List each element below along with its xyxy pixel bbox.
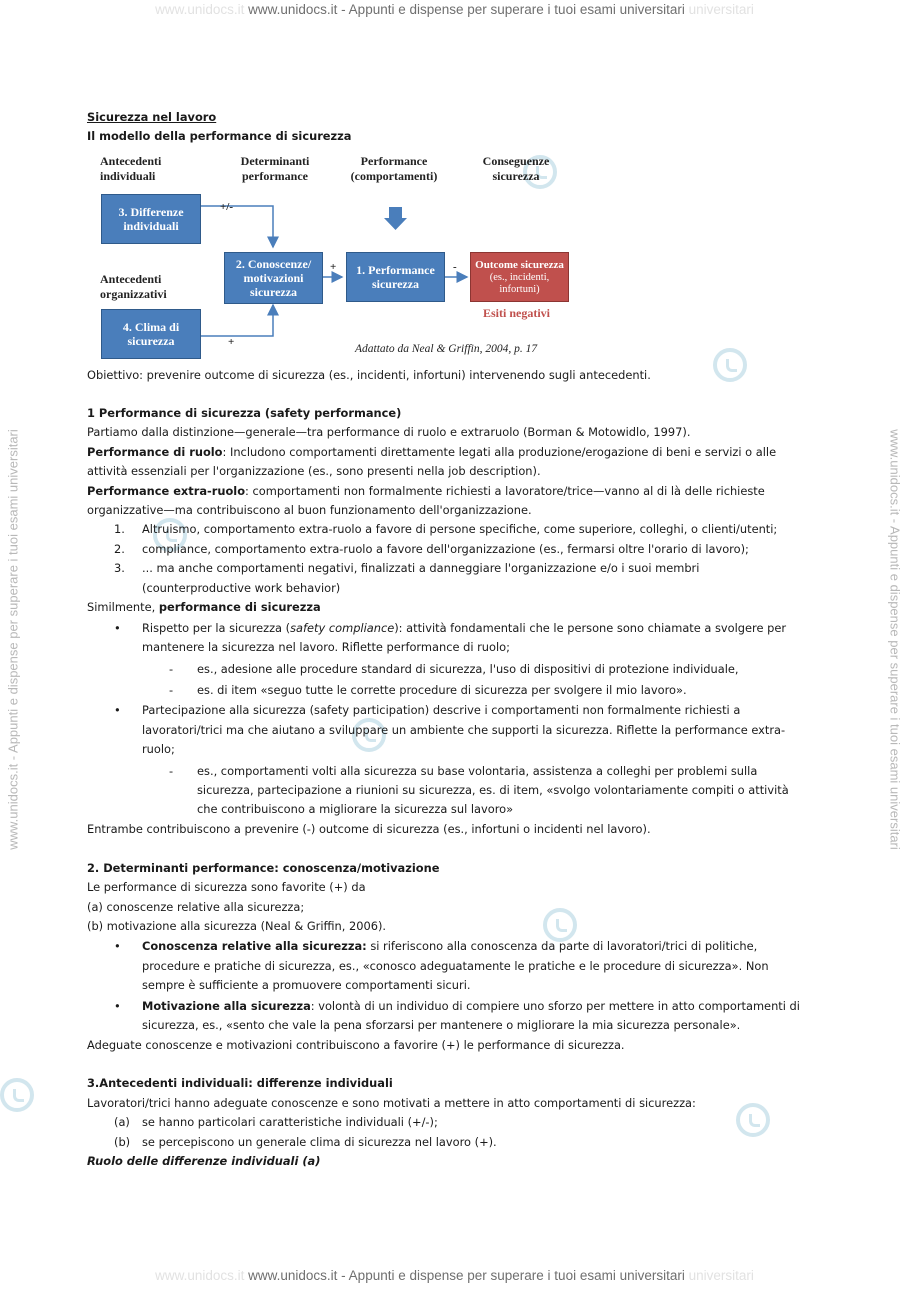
text: : Includono comportamenti direttamente legati alla produzione/erogazione di beni e servizi o alle	[222, 445, 777, 459]
list-item: compliance, comportamento extra-ruolo a favore dell'organizzazione (es., fermarsi oltre l'orario di lavoro);	[142, 542, 749, 556]
list-item: procedure e pratiche di sicurezza, es., «conosco adeguatamente le pratiche e le procedure di sicurezza». Non	[142, 959, 769, 973]
paragraph: Le performance di sicurezza sono favorite (+) da	[87, 880, 366, 894]
list-item: sempre è sufficiente a promuovere comportamenti sicuri.	[142, 978, 471, 992]
diagram-caption: Adattato da Neal & Griffin, 2004, p. 17	[355, 343, 538, 355]
list-item: (counterproductive work behavior)	[142, 581, 341, 595]
watermark-bottom	[0, 1268, 909, 1290]
paragraph: Adeguate conoscenze e motivazioni contribuiscono a favorire (+) le performance di sicurezza.	[87, 1038, 625, 1052]
paragraph	[87, 444, 776, 460]
obiettivo: Obiettivo: prevenire outcome di sicurezza (es., incidenti, infortuni) intervenendo sugli antecedenti.	[87, 368, 651, 382]
section-3-title: 3.Antecedenti individuali: differenze individuali	[87, 1076, 393, 1090]
paragraph: Entrambe contribuiscono a prevenire (-) outcome di sicurezza (es., infortuni o incidenti nel lavoro).	[87, 822, 651, 836]
paragraph: (b) motivazione alla sicurezza (Neal & Griffin, 2006).	[87, 919, 387, 933]
watermark-bottom-text: www.unidocs.it - Appunti e dispense per superare i tuoi esami universitari	[248, 1268, 685, 1283]
section-1-title: 1 Performance di sicurezza (safety performance)	[87, 406, 402, 420]
list-number: (a)	[114, 1115, 130, 1129]
text: : volontà di un individuo di compiere uno sforzo per mettere in atto comportamenti di	[310, 999, 800, 1013]
watermark-ghost-right: universitari	[688, 2, 754, 17]
header-antecedenti-individuali: Antecedenti individuali	[100, 154, 162, 183]
text: Similmente,	[87, 600, 159, 614]
box-outcome-sicurezza	[470, 252, 569, 302]
section-2-title: 2. Determinanti performance: conoscenza/motivazione	[87, 861, 440, 875]
box-conoscenze-motivazioni: 2. Conoscenze/ motivazioni sicurezza	[224, 252, 323, 304]
header-performance: Performance (comportamenti)	[350, 154, 438, 183]
arrow-4-to-2	[201, 305, 273, 336]
list-item: es. di item «seguo tutte le corrette procedure di sicurezza per svolgere il mio lavoro».	[197, 683, 687, 697]
down-arrow-icon	[384, 207, 407, 230]
watermark-top-text: www.unidocs.it - Appunti e dispense per superare i tuoi esami universitari	[248, 2, 685, 17]
sign-4-to-2: +	[228, 336, 235, 348]
term: Conoscenza relative alla sicurezza:	[142, 939, 367, 953]
watermark-ghost-right: universitari	[688, 1268, 754, 1283]
watermark-side-left: www.unidocs.it - Appunti e dispense per superare i tuoi esami universitari	[5, 429, 21, 850]
paragraph	[87, 599, 321, 615]
list-item: se percepiscono un generale clima di sicurezza nel lavoro (+).	[142, 1135, 497, 1149]
term: Motivazione alla sicurezza	[142, 999, 311, 1013]
header-conseguenze: Conseguenze sicurezza	[482, 154, 550, 183]
safety-performance-diagram	[87, 150, 807, 365]
list-item: lavoratori/trici ma che aiutano a sviluppare un ambiente che supporti la sicurezza. Riflette la performance extra-	[142, 723, 786, 737]
dash-icon: -	[169, 764, 174, 778]
box-differenze-individuali: 3. Differenze individuali	[101, 194, 201, 244]
sign-1-to-outcome: -	[453, 261, 457, 273]
esiti-negativi-label: Esiti negativi	[483, 306, 551, 320]
paragraph: attività essenziali per l'organizzazione (es., sono presenti nella job description).	[87, 464, 541, 478]
list-number: 3.	[114, 561, 125, 575]
box-clima-sicurezza: 4. Clima di sicurezza	[101, 309, 201, 359]
watermark-top	[0, 2, 909, 24]
list-item	[142, 938, 757, 954]
list-item	[142, 998, 800, 1014]
list-item: Altruismo, comportamento extra-ruolo a favore di persone specifiche, come superiore, colleghi, o clienti/utenti;	[142, 522, 778, 536]
unidocs-logo-icon	[0, 1078, 34, 1112]
list-item: sicurezza, es., «sento che vale la pena sforzarsi per mantenere o migliorare la mia sicurezza personale».	[142, 1018, 741, 1032]
sign-3-to-2: +/-	[220, 201, 233, 213]
subsection-title: Ruolo delle differenze individuali (a)	[87, 1154, 321, 1168]
paragraph	[87, 483, 765, 499]
list-number: (b)	[114, 1135, 131, 1149]
dash-icon: -	[169, 683, 174, 697]
bullet-icon: •	[114, 999, 121, 1013]
dash-icon: -	[169, 662, 174, 676]
list-item: Partecipazione alla sicurezza (safety participation) descrive i comportamenti non formalmente richiesti a	[142, 703, 741, 717]
term: Performance extra-ruolo	[87, 484, 246, 498]
outcome-subtitle: (es., incidenti, infortuni)	[489, 272, 550, 295]
unidocs-logo-icon	[543, 908, 577, 942]
watermark-side-right: www.unidocs.it - Appunti e dispense per superare i tuoi esami universitari	[887, 429, 903, 850]
unidocs-logo-icon	[736, 1103, 770, 1137]
sign-2-to-1: +	[330, 261, 337, 273]
outcome-title: Outcome sicurezza	[475, 259, 564, 271]
list-item: ruolo;	[142, 742, 175, 756]
bullet-icon: •	[114, 621, 121, 635]
paragraph: Partiamo dalla distinzione—generale—tra performance di ruolo e extraruolo (Borman & Motowidlo, 1997).	[87, 425, 691, 439]
watermark-ghost-left: www.unidocs.it	[155, 1268, 245, 1283]
term: Performance di ruolo	[87, 445, 223, 459]
paragraph: (a) conoscenze relative alla sicurezza;	[87, 900, 305, 914]
text: : comportamenti non formalmente richiesti a lavoratore/trice—vanno al di là delle richieste	[245, 484, 765, 498]
header-antecedenti-organizzativi: Antecedenti organizzativi	[100, 272, 167, 301]
text: Rispetto per la sicurezza (	[142, 621, 291, 635]
list-item: es., adesione alle procedure standard di sicurezza, l'uso di dispositivi di protezione individuale,	[197, 662, 739, 676]
arrow-3-to-2	[201, 206, 273, 247]
text: si riferiscono alla conoscenza da parte di lavoratori/trici di politiche,	[366, 939, 758, 953]
header-determinanti: Determinanti performance	[240, 154, 310, 183]
list-number: 2.	[114, 542, 125, 556]
term: performance di sicurezza	[158, 600, 321, 614]
text: ): attività fondamentali che le persone sono chiamate a svolgere per	[394, 621, 787, 635]
paragraph: Lavoratori/trici hanno adeguate conoscenze e sono motivati a mettere in atto comportamenti di sicurezza:	[87, 1096, 696, 1110]
list-item: ... ma anche comportamenti negativi, finalizzati a danneggiare l'organizzazione e/o i suoi membri	[142, 561, 700, 575]
bullet-icon: •	[114, 939, 121, 953]
paragraph: organizzative—ma contribuiscono al buon funzionamento dell'organizzazione.	[87, 503, 532, 517]
section-subtitle: Il modello della performance di sicurezza	[87, 129, 352, 143]
list-item	[142, 620, 786, 636]
list-item: mantenere la sicurezza nel lavoro. Riflette performance di ruolo;	[142, 640, 510, 654]
bullet-icon: •	[114, 703, 121, 717]
list-item: es., comportamenti volti alla sicurezza su base volontaria, assistenza a colleghi per problemi sulla	[197, 764, 758, 778]
watermark-ghost-left: www.unidocs.it	[155, 2, 245, 17]
list-number: 1.	[114, 522, 125, 536]
list-item: se hanno particolari caratteristiche individuali (+/-);	[142, 1115, 438, 1129]
term: safety compliance	[290, 621, 395, 635]
list-item: sicurezza, partecipazione a riunioni su sicurezza, es. di item, «svolgo volontariamente compiti o attività	[197, 783, 789, 797]
box-performance-sicurezza: 1. Performance sicurezza	[346, 252, 445, 302]
list-item: che contribuiscono a migliorare la sicurezza sul lavoro»	[197, 802, 514, 816]
page-title: Sicurezza nel lavoro	[87, 110, 217, 124]
